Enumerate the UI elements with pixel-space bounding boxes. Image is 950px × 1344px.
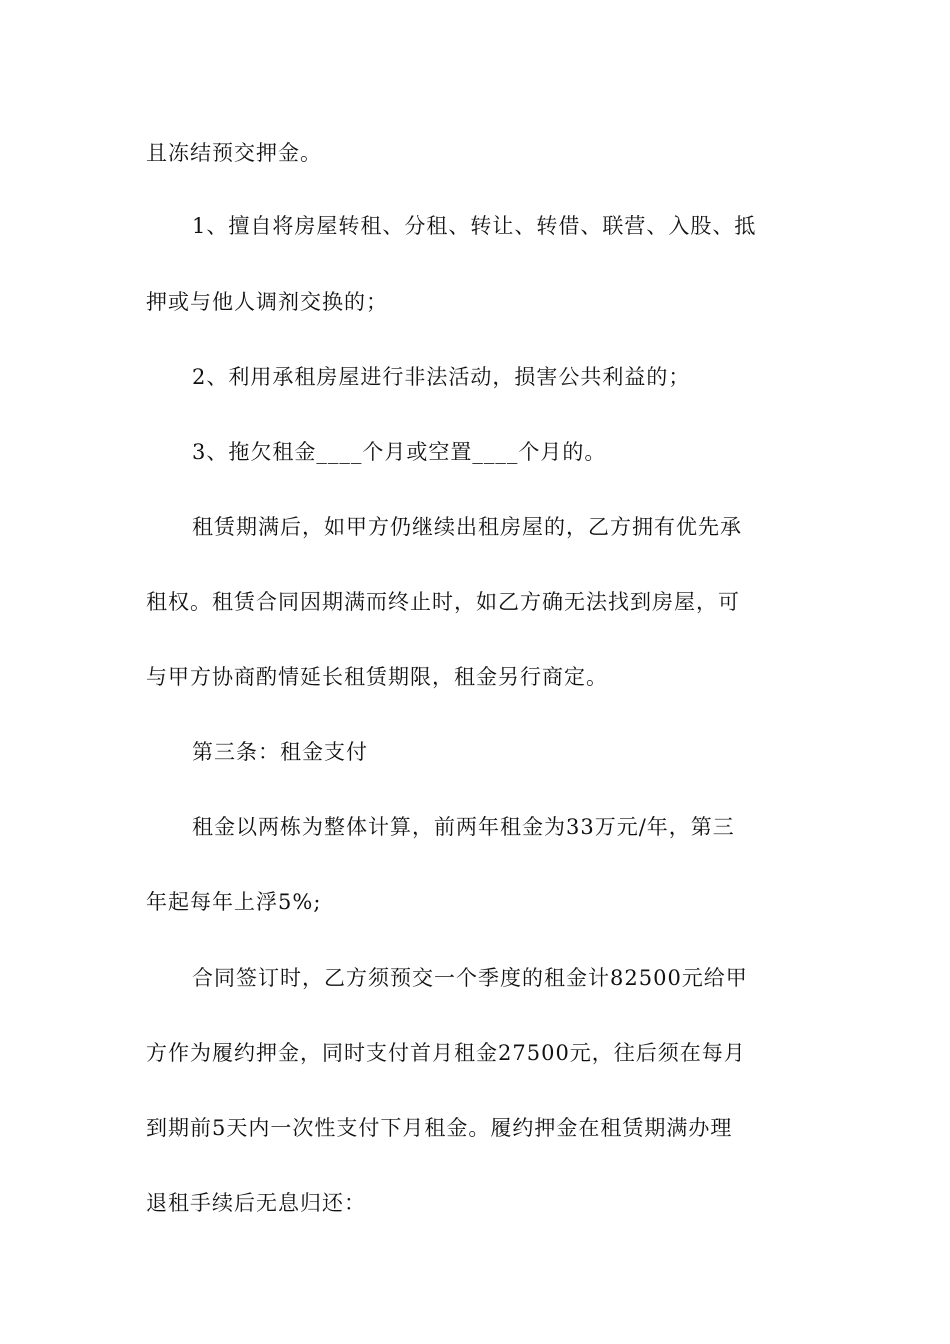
paragraph-line: 方作为履约押金，同时支付首月租金27500元，往后须在每月: [146, 1041, 746, 1065]
paragraph-line: 退租手续后无息归还：: [146, 1191, 366, 1215]
paragraph-line: 租赁期满后，如甲方仍继续出租房屋的，乙方拥有优先承: [192, 515, 742, 539]
clause-item-2: 2、利用承租房屋进行非法活动，损害公共利益的；: [192, 365, 691, 389]
paragraph-line: 租金以两栋为整体计算，前两年租金为33万元/年，第三: [192, 815, 735, 839]
clause-item-1: 1、擅自将房屋转租、分租、转让、转借、联营、入股、抵: [192, 214, 757, 238]
section-heading: 第三条：租金支付: [192, 740, 368, 764]
clause-item-3: 3、拖欠租金____个月或空置____个月的。: [192, 440, 607, 464]
paragraph-line: 到期前5天内一次性支付下月租金。履约押金在租赁期满办理: [146, 1116, 733, 1140]
paragraph-line: 合同签订时，乙方须预交一个季度的租金计82500元给甲: [192, 966, 748, 990]
paragraph-line: 押或与他人调剂交换的；: [146, 290, 388, 314]
paragraph-line: 租权。租赁合同因期满而终止时，如乙方确无法找到房屋，可: [146, 590, 740, 614]
paragraph-line: 与甲方协商酌情延长租赁期限，租金另行商定。: [146, 665, 608, 689]
paragraph-line: 年起每年上浮5%;: [146, 890, 322, 914]
paragraph-line: 且冻结预交押金。: [146, 141, 322, 165]
